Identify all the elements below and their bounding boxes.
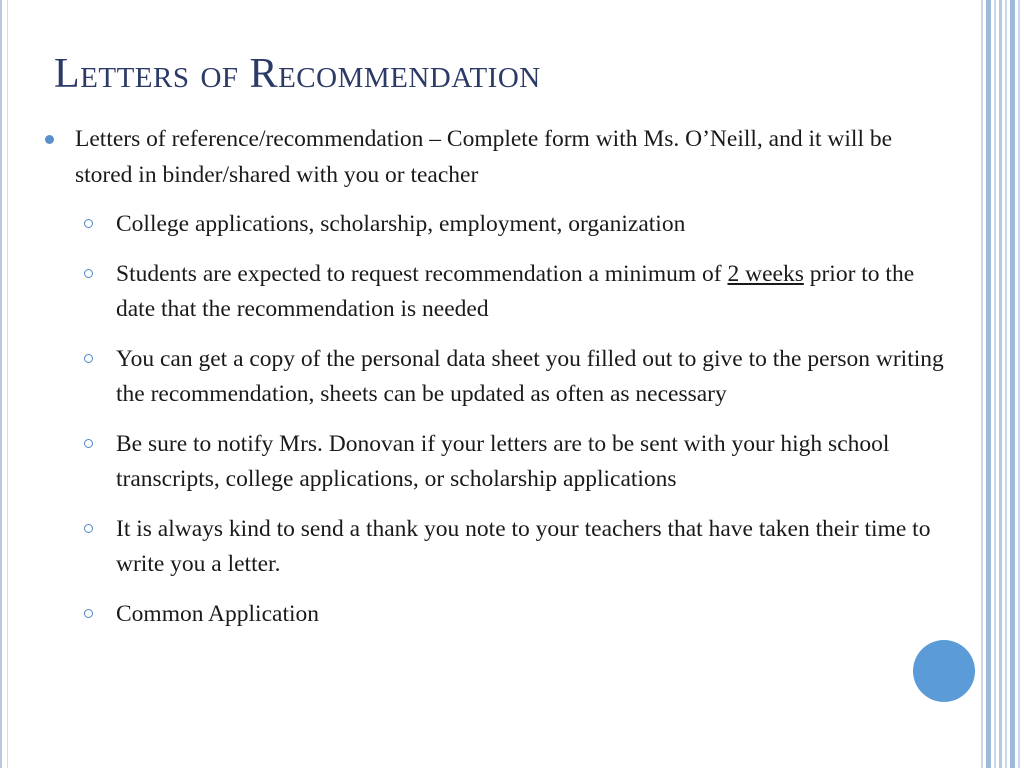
sub-bullet-text: You can get a copy of the personal data sheet you filled out to give to the person writing the recommendation, sheets can be updated as often as necessary [116,345,944,407]
sub-bullet-item [44,427,949,498]
stripe [999,0,1002,768]
filled-circle-icon [45,135,54,144]
sub-bullet-text-start: Students are expected to request recommendation a minimum of [116,260,728,287]
main-bullet-item [44,122,949,193]
sub-bullet-item [44,597,949,633]
hollow-circle-icon [84,269,93,278]
sub-bullet-underlined-text: 2 weeks [727,260,804,287]
hollow-circle-icon [84,354,93,363]
sub-bullet-text: It is always kind to send a thank you note to your teachers that have taken their time to write you a letter. [116,515,931,577]
right-decorative-stripes [977,0,1024,768]
sub-bullet-text: Common Application [116,600,320,627]
hollow-circle-icon [84,219,93,228]
left-border [0,0,8,768]
sub-bullet-item [44,257,949,328]
stripe [994,0,996,768]
blue-circle-icon [913,640,975,702]
hollow-circle-icon [84,609,93,618]
stripe [1010,0,1015,768]
slide-title: Letters of Recommendation [54,51,541,97]
hollow-circle-icon [84,439,93,448]
stripe [981,0,983,768]
sub-bullet-item [44,512,949,583]
sub-bullet-text-end: prior to the date that the recommendation is needed [116,260,915,322]
sub-bullet-item [44,207,949,243]
stripe [1018,0,1020,768]
sub-bullet-text: Be sure to notify Mrs. Donovan if your letters are to be sent with your high school transcripts, college applications, or scholarship applications [116,430,890,492]
sub-bullet-item [44,342,949,413]
hollow-circle-icon [84,524,93,533]
stripe [986,0,991,768]
sub-bullet-text: College applications, scholarship, employment, organization [116,211,686,237]
stripe [1005,0,1007,768]
slide-content [44,122,949,646]
main-bullet-text: Letters of reference/recommendation – Complete form with Ms. O’Neill, and it will be stored in binder/shared with you or teacher [75,126,893,188]
